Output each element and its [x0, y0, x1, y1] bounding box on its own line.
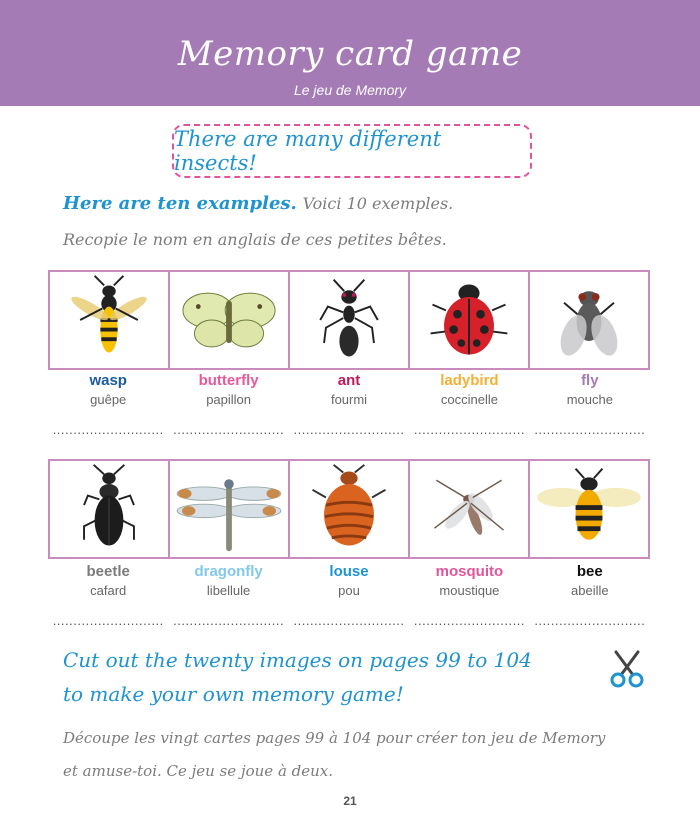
page-title: Memory card game: [177, 34, 523, 74]
dragonfly-icon: [170, 461, 288, 557]
header-band: [0, 0, 700, 106]
butterfly-icon: [170, 272, 288, 368]
cut-out-instruction-line-1: Cut out the twenty images on pages 99 to 104: [63, 648, 532, 672]
label-mosquito: [409, 563, 529, 598]
page-subtitle: Le jeu de Memory: [293, 82, 407, 98]
writing-line[interactable]: ...........................: [413, 422, 525, 437]
writing-lines-row-1: [48, 422, 650, 437]
banner-text: There are many different insects!: [174, 127, 442, 175]
writing-line[interactable]: ...........................: [534, 422, 646, 437]
english-name: louse: [329, 563, 369, 580]
french-name: libellule: [206, 583, 251, 598]
label-bee: [530, 563, 650, 598]
french-name: coccinelle: [440, 392, 498, 407]
insects-banner: [172, 124, 532, 178]
writing-line[interactable]: ...........................: [52, 422, 164, 437]
label-beetle: [48, 563, 168, 598]
label-wasp: [48, 372, 168, 407]
english-name: ladybird: [440, 372, 499, 389]
card-butterfly: [170, 272, 290, 368]
english-name: wasp: [89, 372, 127, 389]
french-instruction-line-1: Découpe les vingt cartes pages 99 à 104 pour créer ton jeu de Memory: [63, 729, 606, 747]
mosquito-icon: [410, 461, 528, 557]
french-instruction-line-2: et amuse-toi. Ce jeu se joue à deux.: [63, 762, 334, 780]
labels-row-2: [48, 563, 650, 598]
card-bee: [530, 461, 648, 557]
label-louse: [289, 563, 409, 598]
page-number: 21: [343, 794, 357, 808]
french-name: abeille: [571, 583, 609, 598]
writing-line[interactable]: ...........................: [413, 613, 525, 628]
wasp-icon: [50, 272, 168, 368]
labels-row-1: [48, 372, 650, 407]
writing-line[interactable]: ...........................: [173, 422, 285, 437]
card-ant: [290, 272, 410, 368]
french-name: guêpe: [90, 392, 127, 407]
french-name: fourmi: [330, 392, 368, 407]
intro-instruction: Recopie le nom en anglais de ces petites bêtes.: [63, 230, 447, 249]
beetle-icon: [50, 461, 168, 557]
writing-lines-row-2: [48, 613, 650, 628]
louse-icon: [290, 461, 408, 557]
card-beetle: [50, 461, 170, 557]
english-name: beetle: [86, 563, 130, 580]
writing-line[interactable]: ...........................: [293, 613, 405, 628]
writing-line[interactable]: ...........................: [52, 613, 164, 628]
card-mosquito: [410, 461, 530, 557]
french-name: cafard: [90, 583, 127, 598]
english-name: dragonfly: [194, 563, 263, 580]
english-name: butterfly: [198, 372, 259, 389]
ladybird-icon: [410, 272, 528, 368]
label-ant: [289, 372, 409, 407]
english-name: fly: [581, 372, 599, 389]
intro-french: Voici 10 exemples.: [302, 194, 454, 213]
card-louse: [290, 461, 410, 557]
card-fly: [530, 272, 648, 368]
insect-row-2: [48, 459, 650, 559]
card-wasp: [50, 272, 170, 368]
label-butterfly: [168, 372, 288, 407]
intro-highlight: Here are ten examples.: [63, 193, 297, 214]
writing-line[interactable]: ...........................: [534, 613, 646, 628]
french-name: mouche: [566, 392, 613, 407]
english-name: mosquito: [435, 563, 504, 580]
insect-row-1: [48, 270, 650, 370]
label-fly: [530, 372, 650, 407]
fly-icon: [530, 272, 648, 368]
card-ladybird: [410, 272, 530, 368]
english-name: ant: [337, 372, 361, 389]
french-name: moustique: [439, 583, 500, 598]
french-name: papillon: [206, 392, 252, 407]
writing-line[interactable]: ...........................: [173, 613, 285, 628]
cut-out-instruction-line-2: to make your own memory game!: [63, 682, 404, 706]
writing-line[interactable]: ...........................: [293, 422, 405, 437]
french-name: pou: [338, 583, 360, 598]
intro-line: [63, 193, 453, 214]
english-name: bee: [576, 563, 603, 580]
bee-icon: [530, 461, 648, 557]
ant-icon: [290, 272, 408, 368]
scissors-icon: [606, 648, 648, 690]
label-dragonfly: [168, 563, 288, 598]
card-dragonfly: [170, 461, 290, 557]
label-ladybird: [409, 372, 529, 407]
